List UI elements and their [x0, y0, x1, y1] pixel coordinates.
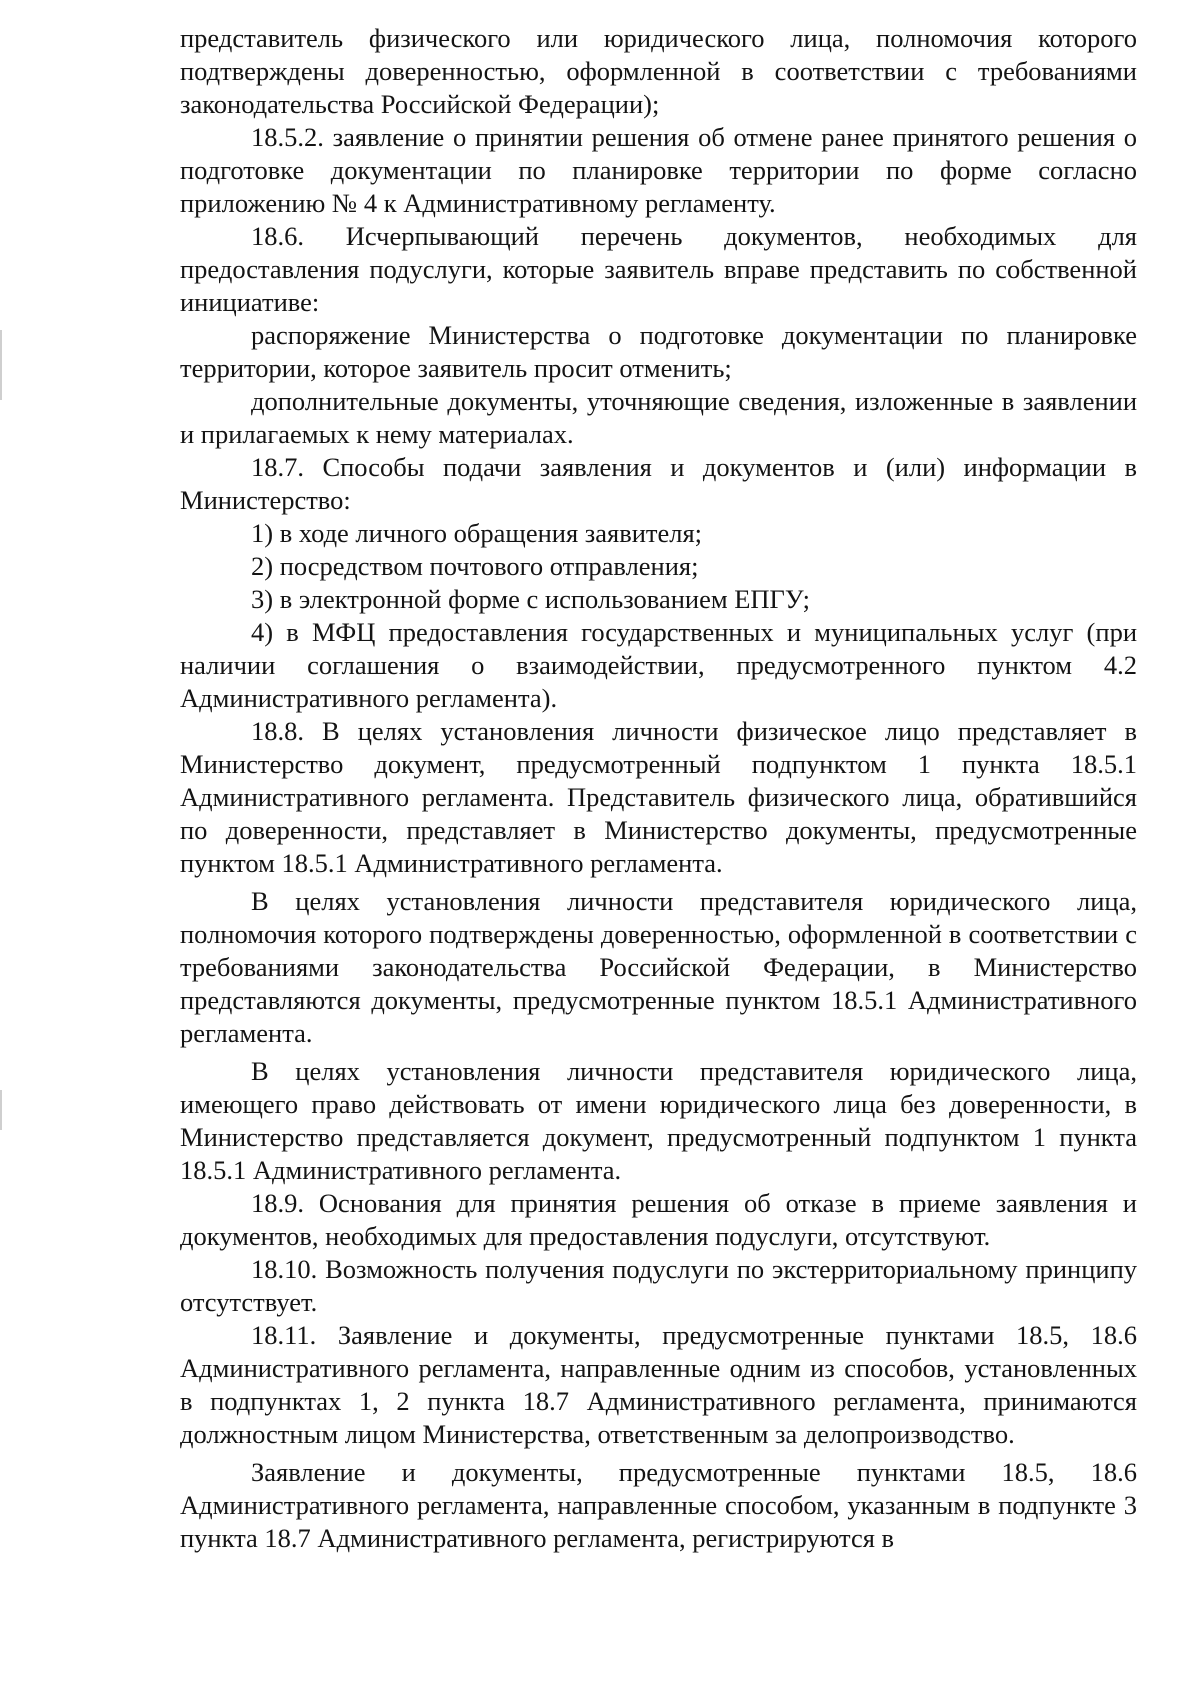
list-item: 4) в МФЦ предоставления государственных и муниципальных услуг (при наличии соглашения о взаимодействии, предусмотренного пунктом 4.2 Административного регламента).: [180, 617, 1137, 713]
list-item: 2) посредством почтового отправления;: [251, 551, 699, 581]
paragraph: В целях установления личности представителя юридического лица, полномочия которого подтверждены доверенностью, оформленной в соответствии с требованиями законодательства Российской Федерации, в Министерство представляются документы, предусмотренные пунктом 18.5.1 Административного регламента.: [180, 886, 1137, 1048]
paragraph: 18.6. Исчерпывающий перечень документов, необходимых для предоставления подуслуги, которые заявитель вправе представить по собственной инициативе:: [180, 221, 1137, 317]
paragraph: 18.7. Способы подачи заявления и документов и (или) информации в Министерство:: [180, 452, 1137, 515]
paragraph: 18.8. В целях установления личности физическое лицо представляет в Министерство документ, предусмотренный подпунктом 1 пункта 18.5.1 Административного регламента. Представитель физического лица, обратившийся по доверенности, представляет в Министерство документы, предусмотренные пунктом 18.5.1 Административного регламента.: [180, 716, 1137, 878]
document-page: [180, 22, 1137, 1555]
paragraph: представитель физического или юридического лица, полномочия которого подтверждены доверенностью, оформленной в соответствии с требованиями законодательства Российской Федерации);: [180, 23, 1137, 119]
paragraph: дополнительные документы, уточняющие сведения, изложенные в заявлении и прилагаемых к нему материалах.: [180, 386, 1137, 449]
scan-edge-mark: [0, 1090, 2, 1130]
paragraph: распоряжение Министерства о подготовке документации по планировке территории, которое заявитель просит отменить;: [180, 320, 1137, 383]
paragraph: 18.10. Возможность получения подуслуги по экстерриториальному принципу отсутствует.: [180, 1254, 1137, 1317]
list-item: 1) в ходе личного обращения заявителя;: [251, 518, 703, 548]
paragraph: 18.5.2. заявление о принятии решения об отмене ранее принятого решения о подготовке документации по планировке территории по форме согласно приложению № 4 к Административному регламенту.: [180, 122, 1137, 218]
scan-edge-mark: [0, 330, 2, 400]
list-item: 3) в электронной форме с использованием ЕПГУ;: [251, 584, 810, 614]
paragraph: Заявление и документы, предусмотренные пунктами 18.5, 18.6 Административного регламента, направленные способом, указанным в подпункте 3 пункта 18.7 Административного регламента, регистрируются в: [180, 1457, 1137, 1553]
paragraph: 18.11. Заявление и документы, предусмотренные пунктами 18.5, 18.6 Административного регламента, направленные одним из способов, установленных в подпунктах 1, 2 пункта 18.7 Административного регламента, принимаются должностным лицом Министерства, ответственным за делопроизводство.: [180, 1320, 1137, 1449]
paragraph: 18.9. Основания для принятия решения об отказе в приеме заявления и документов, необходимых для предоставления подуслуги, отсутствуют.: [180, 1188, 1137, 1251]
paragraph: В целях установления личности представителя юридического лица, имеющего право действовать от имени юридического лица без доверенности, в Министерство представляется документ, предусмотренный подпунктом 1 пункта 18.5.1 Административного регламента.: [180, 1056, 1137, 1185]
